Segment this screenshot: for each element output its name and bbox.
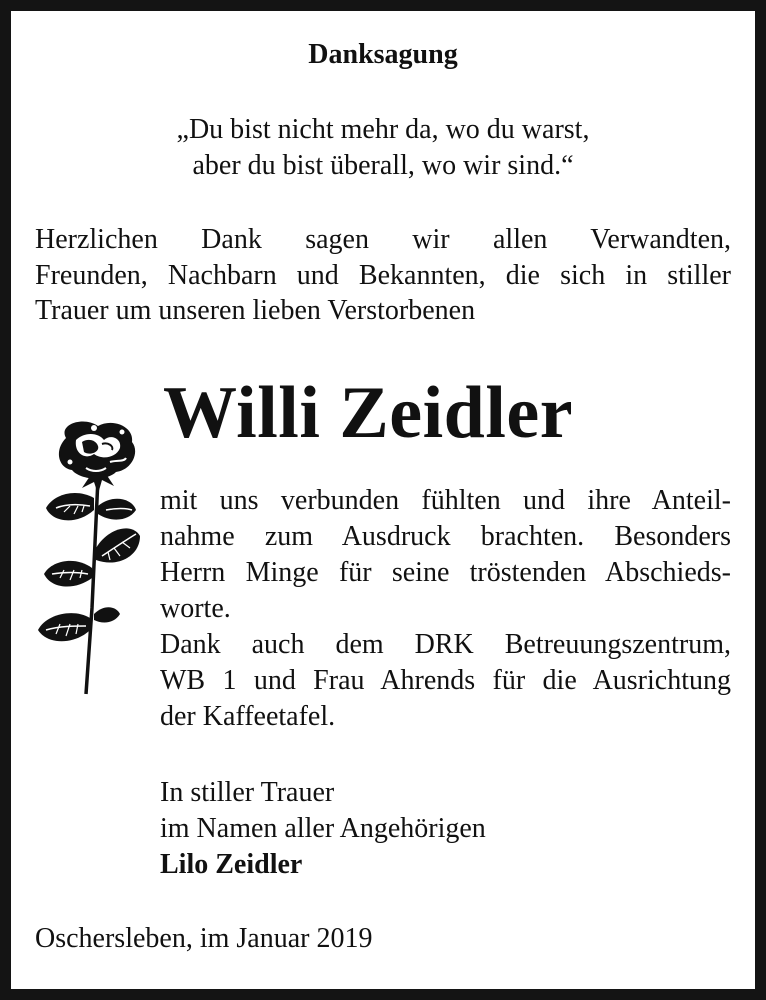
intro-line-3: Trauer um unseren lieben Verstorbenen <box>35 295 476 326</box>
quote-line-1: „Du bist nicht mehr da, wo du warst, <box>176 114 590 145</box>
notice-heading: Danksagung <box>308 39 458 70</box>
closing-line-1: In stiller Trauer <box>160 777 335 808</box>
body-line-1: mit uns verbunden fühlten und ihre Anteil- <box>160 485 731 516</box>
intro-line-2: Freunden, Nachbarn und Bekannten, die sich in stiller <box>35 260 731 291</box>
body-line-7: der Kaffeetafel. <box>160 701 336 732</box>
signer-name: Lilo Zeidler <box>160 849 303 880</box>
rose-icon <box>36 418 146 698</box>
place-date: Oschersleben, im Januar 2019 <box>35 923 373 954</box>
intro-line-1: Herzlichen Dank sagen wir allen Verwandten, <box>35 224 731 255</box>
deceased-name: Willi Zeidler <box>163 372 574 454</box>
body-line-2: nahme zum Ausdruck brachten. Besonders <box>160 521 731 552</box>
body-line-6: WB 1 und Frau Ahrends für die Ausrichtung <box>160 665 731 696</box>
quote-line-2: aber du bist überall, wo wir sind.“ <box>192 150 574 181</box>
body-line-4: worte. <box>160 593 231 624</box>
body-line-5: Dank auch dem DRK Betreuungszentrum, <box>160 629 731 660</box>
body-line-3: Herrn Minge für seine tröstenden Abschieds- <box>160 557 731 588</box>
closing-line-2: im Namen aller Angehörigen <box>160 813 486 844</box>
